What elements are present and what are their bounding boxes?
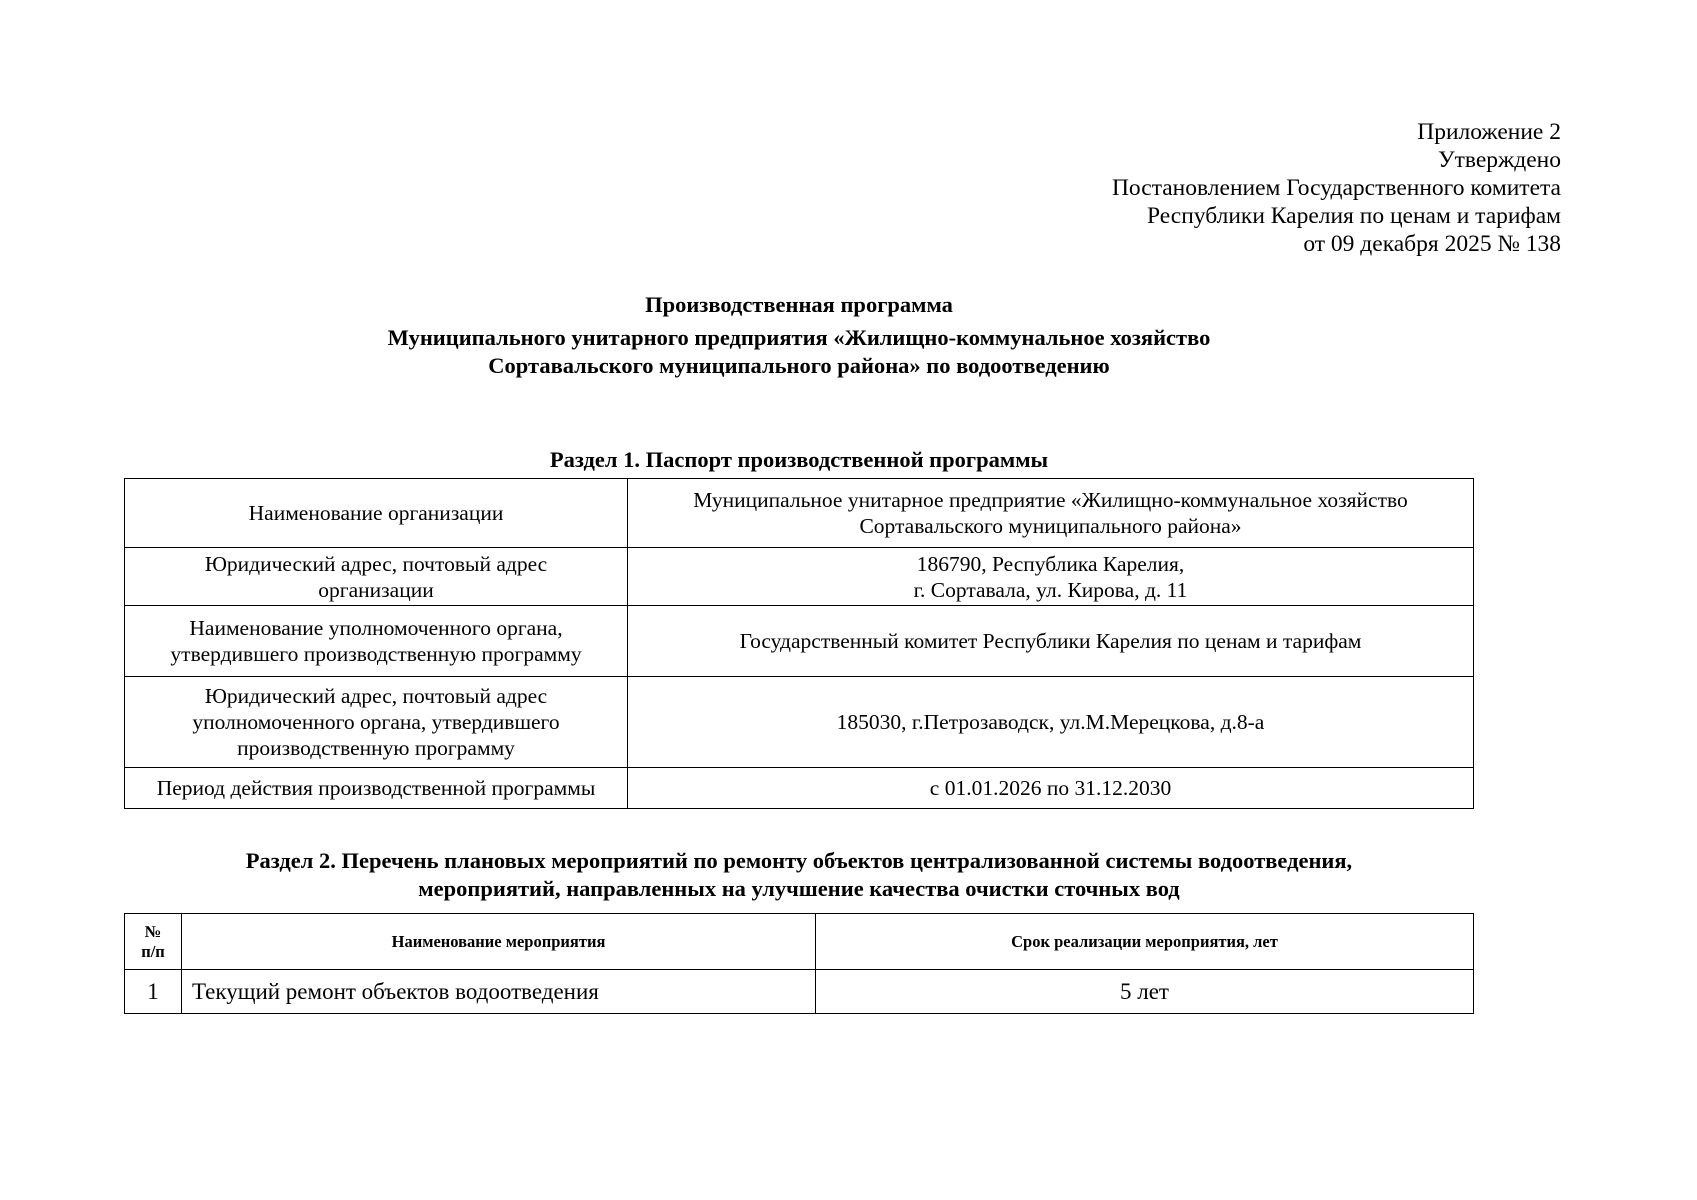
passport-key-cell: [125, 606, 628, 677]
passport-value-cell: [628, 479, 1474, 548]
table-row: [125, 970, 1474, 1014]
appendix-label: Приложение 2: [1417, 119, 1561, 145]
table-header-row: [125, 914, 1474, 970]
passport-key-cell: [125, 677, 628, 768]
section2-title-line: Раздел 2. Перечень плановых мероприятий по ремонту объектов централизованной системы водоотведения,: [245, 848, 1353, 873]
cell-text-line: организации: [318, 577, 434, 602]
cell-text-line: Юридический адрес, почтовый адрес: [204, 551, 548, 576]
approval-block: [1112, 118, 1561, 258]
cell-text-line: г. Сортавала, ул. Кирова, д. 11: [913, 577, 1188, 602]
cell-text-line: производственную программу: [237, 736, 515, 760]
section1-title: Раздел 1. Паспорт производственной программы: [549, 447, 1049, 472]
table-row: [125, 548, 1474, 606]
passport-value-cell: [628, 768, 1474, 809]
passport-key-cell: [125, 548, 628, 606]
passport-value-cell: [628, 548, 1474, 606]
cell-text-line: 185030, г.Петрозаводск, ул.М.Мерецкова, д.8-а: [836, 710, 1265, 734]
cell-text-line: Государственный комитет Республики Карелия по ценам и тарифам: [739, 629, 1362, 653]
cell-text-line: Период действия производственной программы: [156, 776, 596, 800]
passport-table: [124, 478, 1474, 809]
section2-title-line: мероприятий, направленных на улучшение качества очистки сточных вод: [418, 876, 1180, 901]
event-term-cell: 5 лет: [816, 970, 1474, 1014]
table-row: [125, 606, 1474, 677]
cell-text-line: 186790, Республика Карелия,: [916, 551, 1185, 576]
organization-title-line: Сортавальского муниципального района» по водоотведению: [488, 353, 1110, 378]
approved-label: Утверждено: [1438, 147, 1561, 173]
resolution-date: от 09 декабря 2025 № 138: [1303, 231, 1561, 257]
organization-title: [124, 324, 1474, 380]
table-row: [125, 479, 1474, 548]
table-row: [125, 768, 1474, 809]
cell-text-line: уполномоченного органа, утвердившего: [192, 710, 560, 734]
cell-text-line: Наименование уполномоченного органа,: [189, 616, 563, 640]
header-text-line: №: [144, 921, 162, 941]
cell-text-line: Наименование организации: [248, 501, 504, 525]
cell-text-line: утвердившего производственную программу: [170, 642, 582, 666]
column-header-term: Срок реализации мероприятия, лет: [816, 914, 1474, 970]
passport-key-cell: [125, 768, 628, 809]
cell-text-line: Юридический адрес, почтовый адрес: [204, 684, 548, 708]
column-header-name: Наименование мероприятия: [182, 914, 816, 970]
table-row: [125, 677, 1474, 768]
section2-title: [124, 847, 1474, 903]
event-name-cell: Текущий ремонт объектов водоотведения: [182, 970, 816, 1014]
resolution-label: Постановлением Государственного комитета: [1111, 175, 1561, 201]
cell-text-line: Муниципальное унитарное предприятие «Жилищно-коммунальное хозяйство: [693, 488, 1408, 512]
document-title: Производственная программа: [645, 292, 953, 317]
events-table: [124, 913, 1474, 1014]
committee-label: Республики Карелия по ценам и тарифам: [1147, 203, 1561, 229]
cell-text-line: с 01.01.2026 по 31.12.2030: [929, 776, 1172, 800]
cell-text-line: Сортавальского муниципального района»: [859, 514, 1242, 538]
organization-title-line: Муниципального унитарного предприятия «Жилищно-коммунальное хозяйство: [387, 325, 1211, 350]
header-text-line: п/п: [141, 941, 165, 961]
event-number-cell: 1: [125, 970, 182, 1014]
passport-value-cell: [628, 677, 1474, 768]
column-header-number: [125, 914, 182, 970]
passport-key-cell: [125, 479, 628, 548]
passport-value-cell: [628, 606, 1474, 677]
